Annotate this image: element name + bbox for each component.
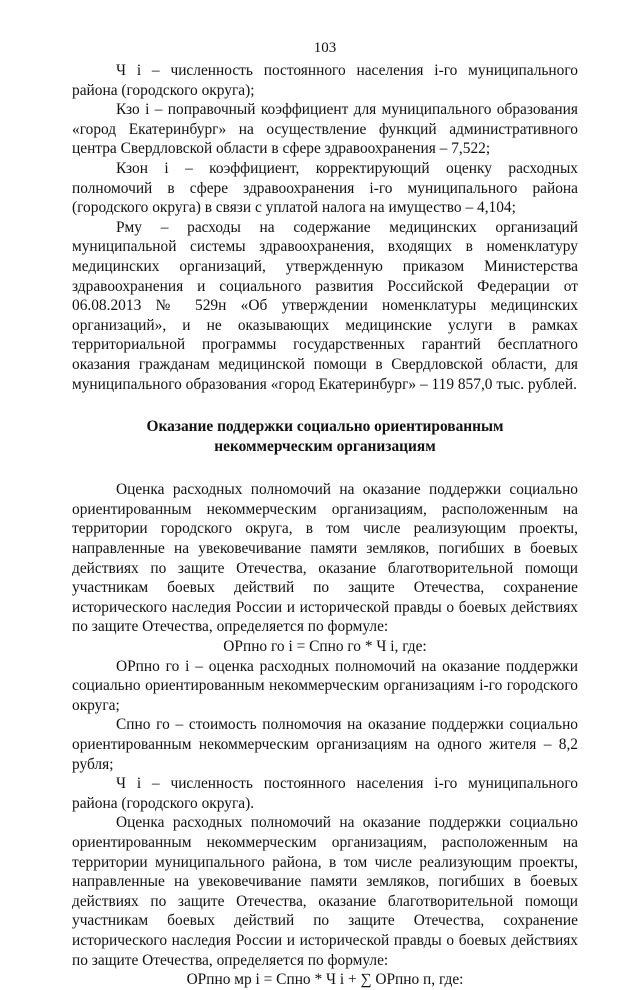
- definition-kzon: Кзон i – коэффициент, корректирующий оценку расходных полномочий в сфере здравоохранения i-го муниципального района (городского округа) в связи с уплатой налога на имущество – 4,104;: [72, 159, 578, 217]
- section-heading-line-1: Оказание поддержки социально ориентированным: [146, 418, 504, 436]
- section-heading: [72, 417, 578, 456]
- page-number: 103: [313, 40, 337, 56]
- paragraph-intro-district: Оценка расходных полномочий на оказание поддержки социально ориентированным некоммерческим организациям, расположенным на территории муниципального района, в том числе реализующим проекты, направленные на увековечивание памяти земляков, погибших в боевых действиях по защите Отечества, оказание благотворительной помощи участникам боевых действий по защите Отечества, сохранение исторического наследия России и исторической правды о боевых действиях по защите Отечества, определяется по формуле:: [72, 814, 578, 969]
- definition-population-2: Ч i – численность постоянного населения i-го муниципального района (городского округа).: [72, 775, 578, 812]
- formula-district: ОРпно мр i = Спно * Ч i + ∑ ОРпно п, где:: [186, 971, 464, 989]
- formula-city: ОРпно го i = Спно го * Ч i, где:: [223, 638, 427, 656]
- paragraph-intro-city: Оценка расходных полномочий на оказание поддержки социально ориентированным некоммерческим организациям, расположенным на территории городского округа, в том числе реализующим проекты, направленные на увековечивание памяти земляков, погибших в боевых действиях по защите Отечества, оказание благотворительной помощи участникам боевых действий по защите Отечества, сохранение исторического наследия России и исторической правды о боевых действиях по защите Отечества, определяется по формуле:: [72, 481, 578, 636]
- definition-cost: Спно го – стоимость полномочия на оказание поддержки социально ориентированным некоммерческим организациям на одного жителя – 8,2 рубля;: [72, 716, 578, 773]
- definition-rmu: Рму – расходы на содержание медицинских организаций муниципальной системы здравоохранения, входящих в номенклатуру медицинских организаций, утвержденную приказом Министерства здравоохранения и социального развития Российской Федерации от 06.08.2013 № 529н «Об утверждении номенклатуры медицинских организаций», и не оказывающих медицинские услуги в рамках территориальной программы государственных гарантий бесплатного оказания гражданам медицинской помощи в Свердловской области, для муниципального образования «город Екатеринбург» – 119 857,0 тыс. рублей.: [72, 218, 578, 393]
- definition-population: Ч i – численность постоянного населения i-го муниципального района (городского округа);: [72, 62, 578, 99]
- section-heading-line-2: некоммерческим организациям: [214, 437, 436, 455]
- definition-or-city: ОРпно го i – оценка расходных полномочий на оказание поддержки социально ориентированным некоммерческим организациям i-го городского округа;: [72, 657, 578, 714]
- definition-kzo: Кзо i – поправочный коэффициент для муниципального образования «город Екатеринбург» на осуществление функций административного центра Свердловской области в сфере здравоохранения – 7,522;: [72, 101, 578, 158]
